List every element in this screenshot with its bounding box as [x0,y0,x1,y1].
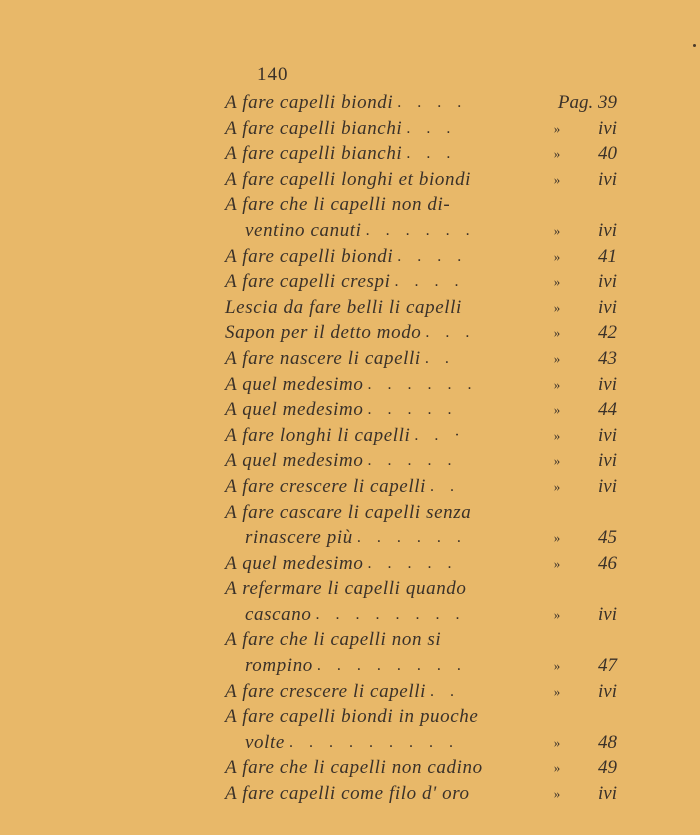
toc-entry [225,192,617,218]
entry-leader-dots: . . . [406,119,457,137]
entry-page-ref: 44 [598,399,617,421]
toc-entry [225,372,617,398]
entry-page-ref: 49 [598,757,617,779]
entry-leader-dots: . . . . . [367,452,458,470]
toc-entry [225,448,617,474]
entry-ditto-mark: » [553,146,561,162]
entry-ditto-mark: » [553,274,561,290]
entry-title: A fare capelli longhi et biondi [225,168,472,190]
toc-entry [225,525,617,551]
entry-ditto-mark: » [553,683,561,699]
entry-leader-dots: . . [429,477,460,495]
entry-page-ref: ivi [598,783,617,805]
entry-leader-dots: . . . . . . . . [315,605,466,623]
entry-title: A fare cascare li capelli senza [225,501,472,523]
entry-ditto-mark: » [553,325,561,341]
toc-entry [225,423,617,449]
entry-page-ref: 48 [598,731,617,753]
entry-title: A fare capelli biondi [225,92,394,113]
entry-ditto-mark: » [553,299,561,315]
entry-leader-dots: . . . . . [367,554,458,572]
table-of-contents [225,90,617,807]
entry-page-ref: ivi [598,424,617,446]
entry-page-ref: 46 [598,552,617,574]
print-speck [693,44,696,47]
toc-entry [225,474,617,500]
entry-ditto-mark: » [553,402,561,418]
toc-entry [225,781,617,807]
entry-ditto-mark: » [553,376,561,392]
entry-ditto-mark: » [553,248,561,264]
entry-ditto-mark: » [553,478,561,494]
entry-title: A fare crescere li capelli [225,680,426,702]
entry-title: rinascere più [245,527,353,549]
entry-page-ref: ivi [598,168,617,190]
entry-leader-dots: . . . . . . . . . [288,733,459,751]
toc-entry [225,704,617,730]
entry-leader-dots: . . [424,349,455,367]
toc-entry [225,295,617,321]
entry-title: A fare capelli bianchi [225,143,403,165]
toc-entry [225,730,617,756]
toc-entry [225,218,617,244]
entry-title: A fare capelli bianchi [225,117,403,139]
entry-title: A fare che li capelli non cadino [225,757,483,779]
entry-page-ref: ivi [598,271,617,293]
entry-leader-dots: . . . . . . . . [316,657,467,675]
entry-ditto-mark: » [553,658,561,674]
entry-ditto-mark: » [553,120,561,136]
entry-leader-dots: . . . . [394,273,465,291]
entry-title: A fare longhi li capelli [225,424,411,446]
entry-page-ref: Pag. 39 [557,92,617,113]
toc-entry [225,500,617,526]
entry-leader-dots: . . . [406,145,457,163]
entry-ditto-mark: » [553,555,561,571]
entry-page-ref: ivi [598,603,617,625]
entry-leader-dots: . . . . . . [365,221,476,239]
entry-ditto-mark: » [553,453,561,469]
toc-entry [225,320,617,346]
entry-title: cascano [245,603,312,625]
entry-title: ventino canuti [245,219,362,241]
entry-ditto-mark: » [553,350,561,366]
toc-entry [225,141,617,167]
entry-ditto-mark: » [553,606,561,622]
entry-ditto-mark: » [553,530,561,546]
entry-leader-dots: . . . . . . [367,375,478,393]
entry-page-ref: 42 [598,322,617,344]
toc-entry [225,90,617,116]
toc-entry [225,627,617,653]
entry-title: A quel medesimo [225,373,364,395]
entry-ditto-mark: » [553,786,561,802]
toc-entry [225,576,617,602]
entry-title: A fare che li capelli non di- [225,194,451,216]
entry-leader-dots: . . . . [397,94,468,111]
entry-title: A fare capelli biondi [225,245,394,267]
entry-page-ref: ivi [598,450,617,472]
entry-title: A fare crescere li capelli [225,475,426,497]
toc-entry [225,167,617,193]
entry-ditto-mark: » [553,222,561,238]
page-number: 140 [257,64,289,85]
entry-title: volte [245,731,285,753]
entry-ditto-mark: » [553,760,561,776]
entry-title: Lescia da fare belli li capelli [225,296,462,318]
entry-page-ref: ivi [598,117,617,139]
entry-title: Sapon per il detto modo [225,322,422,344]
entry-leader-dots: . . · [414,426,466,444]
entry-title: A fare capelli biondi in puoche [225,706,479,728]
entry-page-ref: 43 [598,347,617,369]
entry-leader-dots: . . . . . . [356,529,467,547]
entry-ditto-mark: » [553,427,561,443]
entry-page-ref: ivi [598,475,617,497]
entry-leader-dots: . . . . [397,247,468,265]
entry-title: A quel medesimo [225,552,364,574]
entry-leader-dots: . . . [425,324,476,342]
entry-ditto-mark: » [553,734,561,750]
toc-entry [225,755,617,781]
toc-entry [225,679,617,705]
entry-page-ref: 40 [598,143,617,165]
toc-entry [225,269,617,295]
entry-title: A fare nascere li capelli [225,347,421,369]
entry-page-ref: ivi [598,219,617,241]
entry-title: A quel medesimo [225,450,364,472]
entry-title: A fare che li capelli non si [225,629,442,651]
toc-entry [225,397,617,423]
toc-entry [225,346,617,372]
entry-leader-dots: . . [429,682,460,700]
toc-entry [225,551,617,577]
toc-entry [225,244,617,270]
entry-ditto-mark: » [553,171,561,187]
entry-title: A refermare li capelli quando [225,578,467,600]
entry-title: A fare capelli come filo d' oro [225,783,470,805]
entry-leader-dots: . . . . . [367,401,458,419]
toc-entry [225,653,617,679]
entry-title: A fare capelli crespi [225,271,391,293]
entry-page-ref: ivi [598,296,617,318]
entry-page-ref: 47 [598,655,617,677]
entry-page-ref: 45 [598,527,617,549]
toc-entry [225,116,617,142]
entry-page-ref: ivi [598,680,617,702]
entry-title: rompino [245,655,313,677]
entry-page-ref: 41 [598,245,617,267]
entry-page-ref: ivi [598,373,617,395]
entry-title: A quel medesimo [225,399,364,421]
toc-entry [225,602,617,628]
